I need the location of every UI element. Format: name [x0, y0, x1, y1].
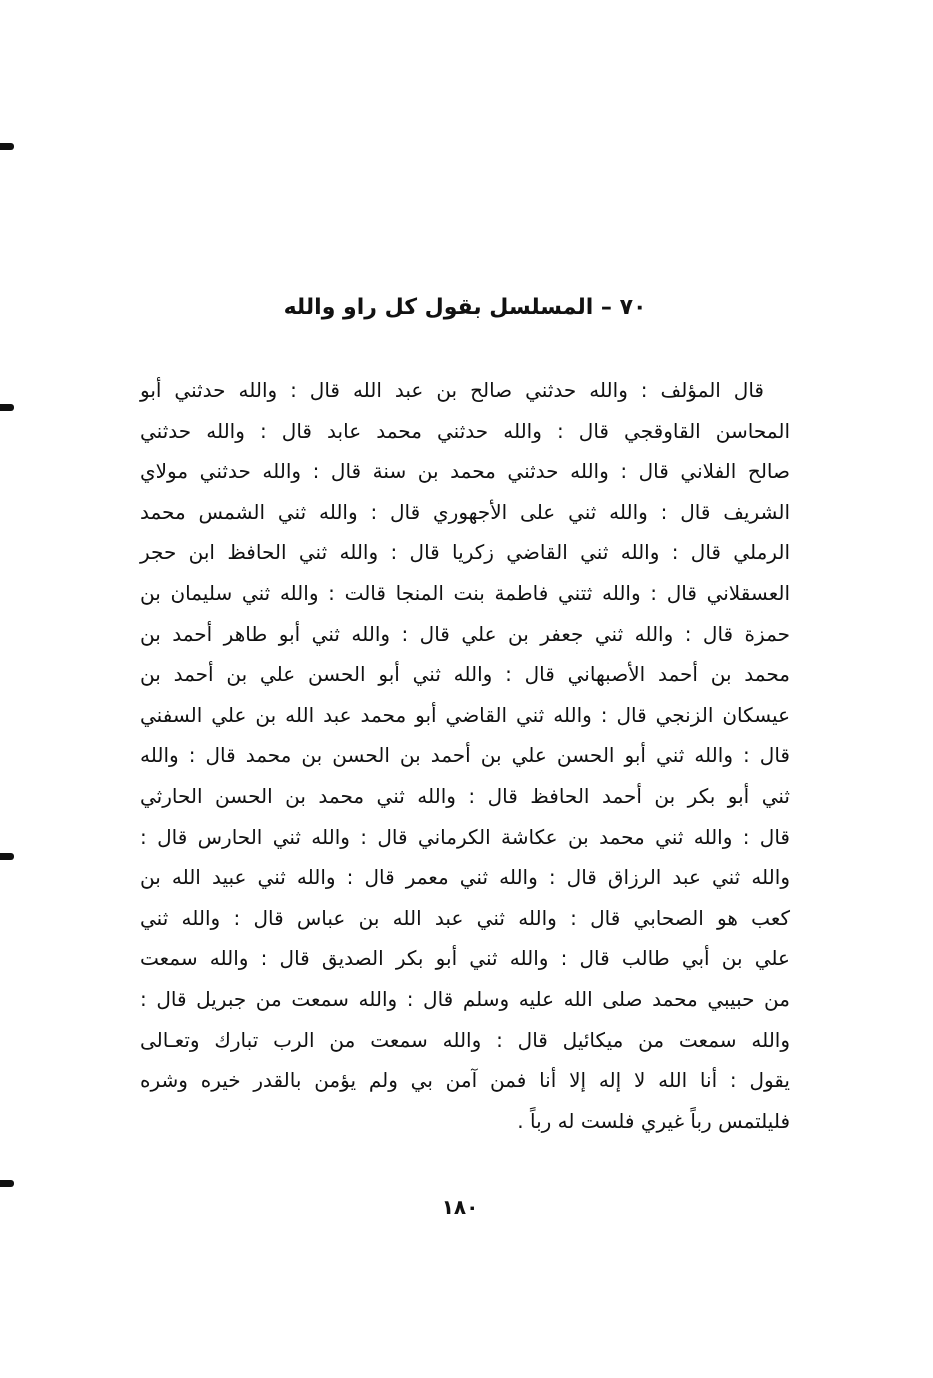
body-line: العسقلاني قال : والله ثتني فاطمة بنت المنجا قالت : والله ثني سليمان بن — [140, 580, 790, 605]
body-line: والله سمعت من ميكائيل قال : والله سمعت من الرب تبارك وتعـالى — [140, 1027, 790, 1052]
body-text — [140, 370, 790, 1141]
body-line: حمزة قال : والله ثني جعفر بن علي قال : والله ثني أبو طاهر أحمد بن — [140, 621, 790, 646]
body-line: الشريف قال : والله ثني على الأجهوري قال : والله ثني الشمس محمد — [140, 499, 790, 524]
body-line: ثني أبو بكر بن أحمد الحافظ قال : والله ثني محمد بن الحسن الحارثي — [140, 783, 790, 808]
margin-mark — [0, 404, 14, 411]
body-line: من حبيبي محمد صلى الله عليه وسلم قال : والله سمعت من جبريل قال : — [140, 986, 790, 1011]
body-line: والله ثني عبد الرزاق قال : والله ثني معمر قال : والله ثني عبيد الله بن — [140, 865, 790, 890]
body-line: المحاسن القاوقجي قال : والله حدثني محمد عابد قال : والله حدثني — [140, 418, 790, 443]
margin-mark — [0, 853, 14, 860]
body-line: فليلتمس رباً غيري فلست له رباً . — [517, 1108, 790, 1133]
body-line: محمد بن أحمد الأصبهاني قال : والله ثني أبو الحسن علي بن أحمد بن — [140, 662, 790, 687]
body-line: الرملي قال : والله ثني القاضي زكريا قال : والله ثني الحافظ ابن حجر — [140, 540, 790, 565]
body-line: صالح الفلاني قال : والله حدثني محمد بن سنة قال : والله حدثني مولاي — [140, 459, 790, 484]
body-line: قال المؤلف : والله حدثني صالح بن عبد الله قال : والله حدثني أبو — [140, 378, 764, 402]
margin-mark — [0, 143, 14, 150]
margin-mark — [0, 1180, 14, 1187]
body-line: علي بن أبي طالب قال : والله ثني أبو بكر الصديق قال : والله سمعت — [140, 946, 790, 971]
page-number: ١٨٠ — [441, 1195, 479, 1219]
body-line: قال : والله ثني أبو الحسن علي بن أحمد بن الحسن بن محمد قال : والله — [140, 743, 790, 768]
body-line: عيسكان الزنجي قال : والله ثني القاضي أبو محمد عبد الله بن علي السفني — [140, 702, 790, 727]
body-line: كعب هو الصحابي قال : والله ثني عبد الله بن عباس قال : والله ثني — [140, 905, 790, 930]
section-heading: ٧٠ – المسلسل بقول كل راو والله — [283, 295, 647, 320]
body-line: يقول : أنا الله لا إله إلا أنا فمن آمن بي ولم يؤمن بالقدر خيره وشره — [140, 1068, 790, 1093]
body-line: قال : والله ثني محمد بن عكاشة الكرماني قال : والله ثني الحارس قال : — [140, 824, 790, 849]
